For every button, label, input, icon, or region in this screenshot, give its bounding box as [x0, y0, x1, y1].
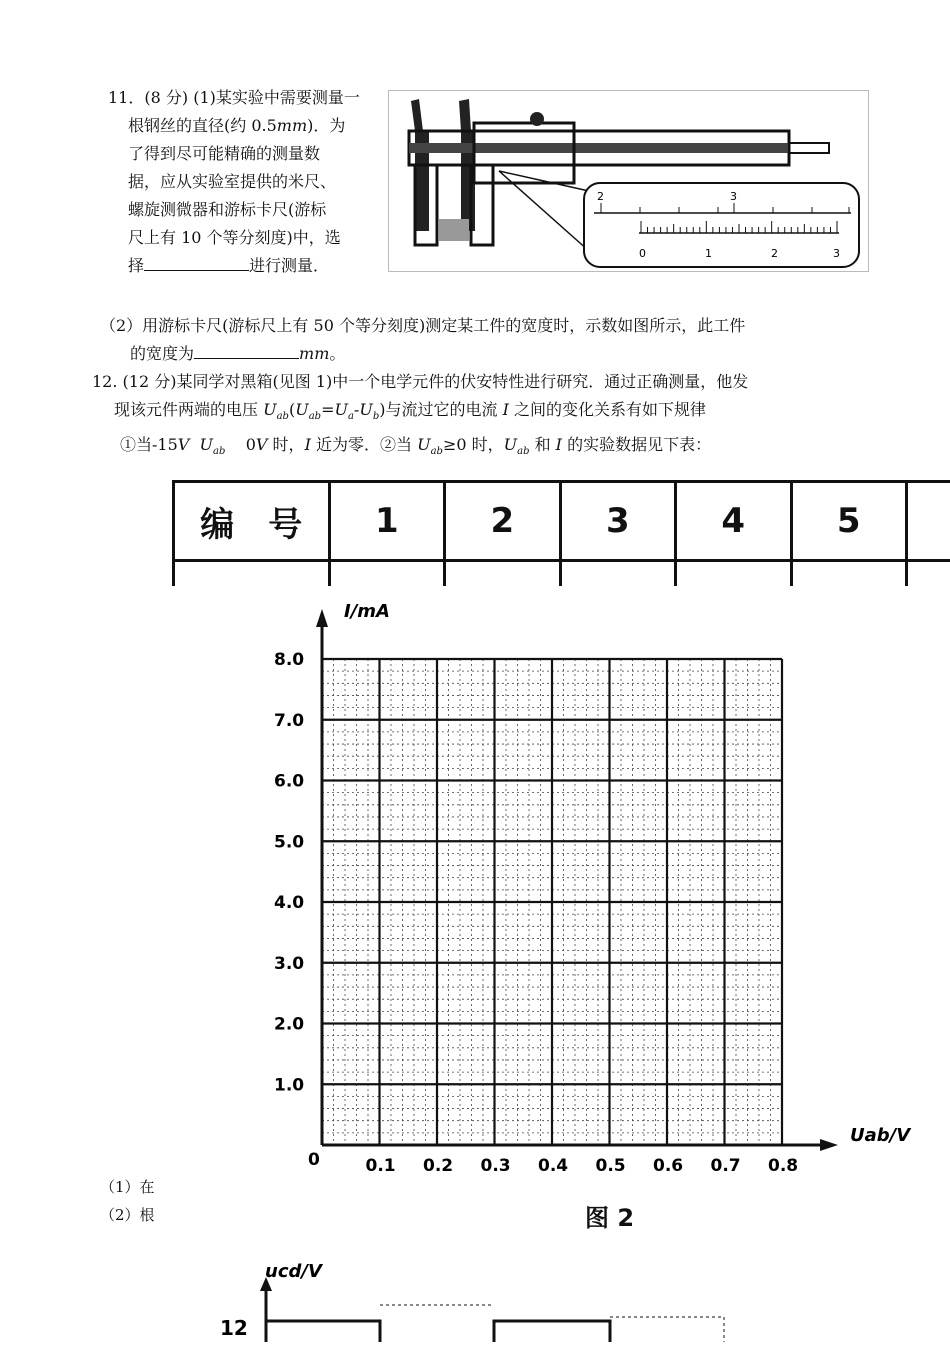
answer-blank — [144, 252, 249, 271]
x-axis-arrow — [820, 1139, 838, 1151]
q11p2-line2 — [100, 340, 870, 368]
q11-line1: 11．(8 分) (1)某实验中需要测量一 — [108, 84, 383, 112]
q12-l3n: 的实验数据见下表： — [562, 435, 711, 454]
vernier-label-1: 1 — [705, 247, 712, 260]
q11p2-unit: mm — [299, 344, 329, 363]
data-table — [172, 480, 950, 586]
q11-line2-end: )．为 — [307, 116, 345, 135]
graph-paper-figure — [260, 595, 950, 1235]
q11p2-line2-post: 。 — [329, 344, 345, 363]
q12-l3s2: ab — [431, 446, 443, 457]
table-cell — [445, 561, 560, 587]
y-axis-label: I/mA — [344, 601, 390, 622]
ucd-axis-label: ucd/V — [265, 1261, 324, 1282]
x-tick-label: 0.7 — [711, 1156, 741, 1176]
x-tick-label: 0.8 — [768, 1156, 798, 1176]
y-tick-label: 2.0 — [274, 1015, 304, 1035]
q12-l2s2: ab — [309, 411, 321, 422]
table-header-row — [174, 482, 950, 561]
vernier-label-0: 0 — [639, 247, 646, 260]
q11p2-line1: （2）用游标卡尺(游标尺上有 50 个等分刻度)测定某工件的宽度时，示数如图所示，此工件 — [100, 312, 870, 340]
vernier-label-2: 2 — [771, 247, 778, 260]
y-axis-arrow — [316, 609, 328, 627]
q12-line2 — [92, 396, 892, 431]
q12-l3i: U — [417, 435, 430, 454]
x-tick-label: 0.3 — [481, 1156, 511, 1176]
question-12-text — [92, 368, 892, 466]
table-cell: 1 — [329, 482, 444, 561]
q12-l2h: I — [503, 400, 509, 419]
x-tick-label: 0.4 — [538, 1156, 568, 1176]
x-tick-label: 0.6 — [653, 1156, 683, 1176]
main-scale-label-3: 3 — [730, 190, 737, 203]
q12-l2g: )与流过它的电流 — [379, 400, 502, 419]
data-table-clip — [172, 480, 950, 586]
side-note-2: （2）根 — [100, 1202, 155, 1228]
table-cell — [174, 561, 330, 587]
q11-line3: 了得到尽可能精确的测量数 — [108, 140, 383, 168]
x-tick-label: 0 — [308, 1150, 320, 1170]
table-header-label: 编 号 — [174, 482, 330, 561]
q12-l3l: 和 — [529, 435, 555, 454]
q12-l3g: I — [305, 435, 311, 454]
iv-grid — [260, 595, 950, 1195]
y-tick-label: 8.0 — [274, 650, 304, 670]
q12-l3d: 0 — [225, 435, 256, 454]
x-axis-label: Uab/V — [850, 1125, 912, 1146]
figure-2-caption: 图 2 — [585, 1198, 634, 1233]
q12-line3 — [92, 431, 892, 466]
q11-line5: 螺旋测微器和游标卡尺(游标 — [108, 196, 383, 224]
q12-l3s3: ab — [517, 446, 529, 457]
q12-l3k: U — [504, 435, 517, 454]
x-tick-label: 0.5 — [596, 1156, 626, 1176]
y-tick-label: 5.0 — [274, 832, 304, 852]
table-cell — [329, 561, 444, 587]
q12-l3h: 近为零．②当 — [311, 435, 417, 454]
y-tick-label: 6.0 — [274, 772, 304, 792]
q12-l2a: 现该元件两端的电压 — [114, 400, 263, 419]
y-tick-labels — [274, 650, 304, 1095]
ucd-tick-12: 12 — [220, 1316, 248, 1340]
q12-line1: 12. (12 分)某同学对黑箱(见图 1)中一个电学元件的伏安特性进行研究．通过正确测量，他发 — [92, 368, 892, 396]
table-cell — [906, 482, 950, 561]
q11-line2-text: 根钢丝的直径(约 0.5 — [128, 116, 277, 135]
q11-line7 — [108, 252, 383, 280]
q12-l2s4: b — [373, 411, 379, 422]
q12-l3f: 时， — [267, 435, 304, 454]
vernier-label-3: 3 — [833, 247, 840, 260]
x-tick-labels — [308, 1150, 798, 1176]
caliper-drawing — [389, 91, 868, 271]
question-11-part2 — [100, 312, 870, 368]
q12-l3e: V — [256, 435, 268, 454]
workpiece — [439, 219, 469, 241]
table-cell: 5 — [791, 482, 906, 561]
q11-line4: 据，应从实验室提供的米尺、 — [108, 168, 383, 196]
ucd-waveform-figure — [200, 1245, 760, 1342]
q11-line6: 尺上有 10 个等分刻度)中，选 — [108, 224, 383, 252]
table-cell: 4 — [676, 482, 791, 561]
x-tick-label: 0.1 — [366, 1156, 396, 1176]
q12-l2d: U — [295, 400, 308, 419]
y-tick-label: 1.0 — [274, 1075, 304, 1095]
main-scale-band — [409, 143, 789, 153]
q12-l2i: 之间的变化关系有如下规律 — [509, 400, 706, 419]
question-11-text — [108, 84, 383, 280]
q11-line2-unit: mm — [277, 116, 307, 135]
table-cell: 2 — [445, 482, 560, 561]
q11-line7-post: 进行测量． — [249, 256, 329, 275]
pulse-1 — [266, 1321, 380, 1342]
ucd-waveform — [200, 1245, 760, 1342]
table-cell: 3 — [560, 482, 675, 561]
q12-l3c: U — [189, 435, 213, 454]
y-tick-label: 3.0 — [274, 954, 304, 974]
table-cell — [791, 561, 906, 587]
x-tick-label: 0.2 — [423, 1156, 453, 1176]
q12-l2b: U — [263, 400, 276, 419]
q12-l3s1: ab — [213, 446, 225, 457]
y-tick-label: 7.0 — [274, 711, 304, 731]
q12-l2c: ( — [289, 400, 295, 419]
lock-screw — [530, 112, 544, 126]
q12-l3m: I — [556, 435, 562, 454]
q12-l2f: -U — [354, 400, 373, 419]
q11p2-line2-pre: 的宽度为 — [130, 344, 194, 363]
main-scale-label-2: 2 — [597, 190, 604, 203]
q12-l2s3: a — [348, 411, 354, 422]
q11-line2 — [108, 112, 383, 140]
side-note-1: （1）在 — [100, 1174, 155, 1200]
q12-l3b: V — [178, 435, 190, 454]
q11-line7-pre: 择 — [128, 256, 144, 275]
vernier-caliper-figure — [388, 90, 869, 272]
table-cell — [560, 561, 675, 587]
table-cell — [676, 561, 791, 587]
answer-blank-width — [194, 340, 299, 359]
table-cell — [906, 561, 950, 587]
zoom-inset — [584, 183, 859, 267]
pulse-2 — [494, 1321, 610, 1342]
q12-l2e: =U — [321, 400, 348, 419]
q12-l3j: ≥0 时， — [443, 435, 504, 454]
y-tick-label: 4.0 — [274, 893, 304, 913]
table-second-row — [174, 561, 950, 587]
depth-rod — [789, 143, 829, 153]
q12-l2s1: ab — [277, 411, 289, 422]
q12-l3a: ①当-15 — [120, 435, 178, 454]
